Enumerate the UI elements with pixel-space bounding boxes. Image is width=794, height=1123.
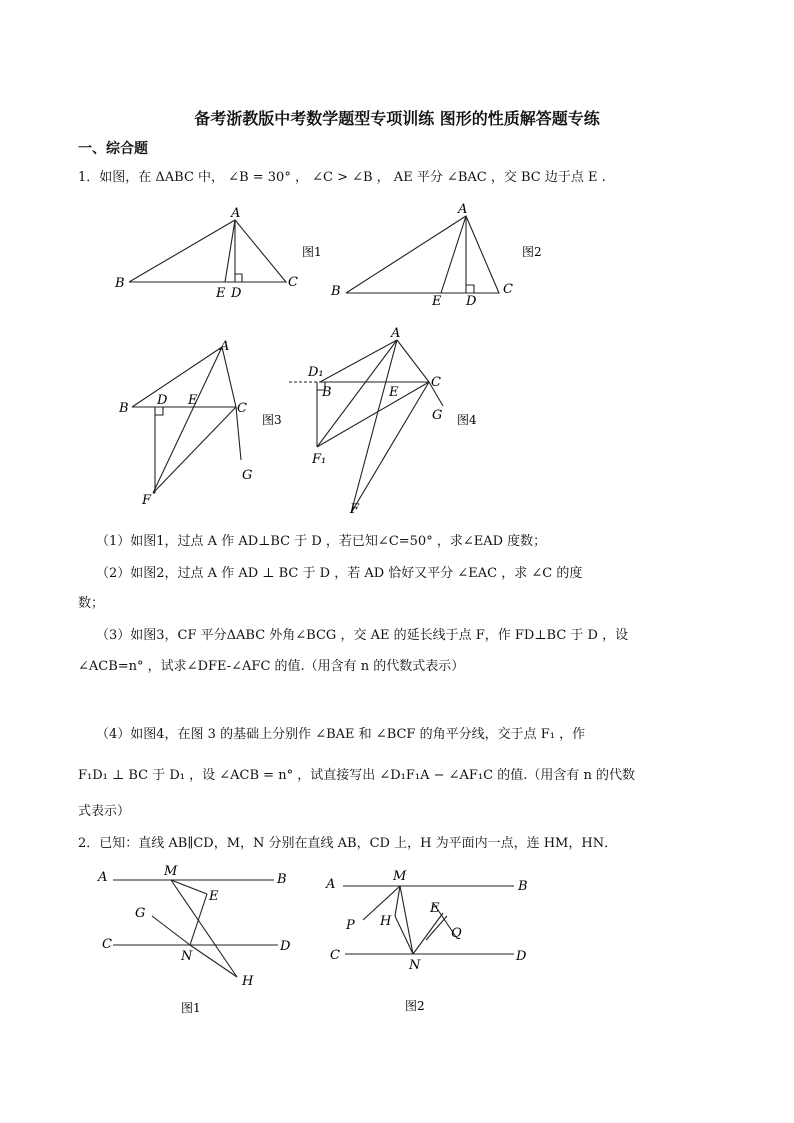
q2f1-label-C: C xyxy=(102,937,112,952)
q1-sub3-line2: ∠ACB=n° ，试求∠DFE-∠AFC 的值.（用含有 n 的代数式表示） xyxy=(78,659,465,674)
figure-1 xyxy=(114,206,322,301)
q2f1-label-H: H xyxy=(242,974,254,989)
fig2-label-A: A xyxy=(458,202,468,217)
fig1-label-B: B xyxy=(115,276,125,291)
q1-sub2-line2: 数； xyxy=(78,596,105,611)
fig2-label-B: B xyxy=(331,284,341,299)
fig3-label-G: G xyxy=(242,468,253,483)
q1-sub2-line1: （2）如图2，过点 A 作 AD ⊥ BC 于 D ，若 AD 恰好又平分 ∠EAC ，求 ∠C 的度 xyxy=(96,566,583,581)
q1-sub4-line1: （4）如图4，在图 3 的基础上分别作 ∠BAE 和 ∠BCF 的角平分线，交于点 F₁ ，作 xyxy=(96,727,586,742)
fig4-label-D1: D₁ xyxy=(308,365,324,380)
q2f1-label-D: D xyxy=(280,939,291,954)
fig3-label-D: D xyxy=(157,393,168,408)
page-title: 备考浙教版中考数学题型专项训练 图形的性质解答题专练 xyxy=(194,109,600,128)
figure-2 xyxy=(330,202,542,309)
q2f1-label-N: N xyxy=(181,949,193,964)
figure-4 xyxy=(289,326,477,517)
fig4-label-F: F xyxy=(350,502,360,517)
q2f2-label-D: D xyxy=(516,949,527,964)
q2-figure-2 xyxy=(325,869,528,1013)
q2f1-label-A: A xyxy=(98,870,108,885)
q2f2-label-H: H xyxy=(380,914,392,929)
fig3-label-A: A xyxy=(220,339,230,354)
fig4-label-G: G xyxy=(432,408,443,423)
fig1-label-D: D xyxy=(231,286,242,301)
figure-3 xyxy=(118,339,282,508)
fig4-label-F1: F₁ xyxy=(312,452,327,467)
q2f1-label-G: G xyxy=(135,906,146,921)
fig1-label-E: E xyxy=(216,286,226,301)
q2f2-label-A: A xyxy=(326,877,336,892)
q2f2-label-P: P xyxy=(346,918,355,933)
q2-figure-1 xyxy=(97,864,291,1015)
q2-fig2-caption: 图2 xyxy=(405,999,425,1013)
q2f2-label-B: B xyxy=(518,879,528,894)
q1-stem: 1．如图，在 ΔABC 中， ∠B = 30° ， ∠C > ∠B ， AE 平分 ∠BAC ，交 BC 边于点 E . xyxy=(78,170,606,185)
q2f2-label-N: N xyxy=(409,958,421,973)
fig3-label-B: B xyxy=(119,401,129,416)
fig4-label-E: E xyxy=(389,385,399,400)
q2f2-label-C: C xyxy=(330,948,340,963)
q2f2-label-E: E xyxy=(430,901,440,916)
fig3-label-C: C xyxy=(237,401,247,416)
fig2-caption: 图2 xyxy=(522,245,542,259)
q2f1-label-B: B xyxy=(277,872,287,887)
fig1-label-C: C xyxy=(288,275,298,290)
fig1-caption: 图1 xyxy=(302,245,322,259)
section-heading: 一、综合题 xyxy=(78,141,148,157)
fig3-label-E: E xyxy=(188,393,198,408)
fig3-label-F: F xyxy=(142,493,152,508)
q2-stem: 2．已知：直线 AB∥CD，M，N 分别在直线 AB，CD 上，H 为平面内一点，连 HM，HN． xyxy=(78,836,618,851)
q2-fig1-caption: 图1 xyxy=(181,1001,201,1015)
q2f2-label-M: M xyxy=(393,869,407,884)
fig1-label-A: A xyxy=(231,206,241,221)
q2f1-label-E: E xyxy=(209,889,219,904)
q2f1-label-M: M xyxy=(164,864,178,879)
fig4-label-A: A xyxy=(391,326,401,341)
fig3-caption: 图3 xyxy=(262,413,282,427)
fig2-label-E: E xyxy=(432,294,442,309)
fig2-label-C: C xyxy=(503,282,513,297)
q1-sub4-line2: F₁D₁ ⊥ BC 于 D₁ ，设 ∠ACB = n° ，试直接写出 ∠D₁F₁A − ∠AF₁C 的值.（用含有 n 的代数 xyxy=(78,768,636,783)
q2f2-label-Q: Q xyxy=(451,926,462,941)
fig2-label-D: D xyxy=(466,294,477,309)
q1-sub1: （1）如图1，过点 A 作 AD⊥BC 于 D ，若已知∠C=50° ，求∠EAD 度数； xyxy=(96,534,547,549)
fig4-caption: 图4 xyxy=(457,413,477,427)
fig4-label-C: C xyxy=(431,375,441,390)
q1-sub3-line1: （3）如图3，CF 平分ΔABC 外角∠BCG ，交 AE 的延长线于点 F，作 FD⊥BC 于 D ，设 xyxy=(96,628,629,643)
q1-sub4-line3: 式表示） xyxy=(78,804,131,819)
fig4-label-B: B xyxy=(322,385,332,400)
